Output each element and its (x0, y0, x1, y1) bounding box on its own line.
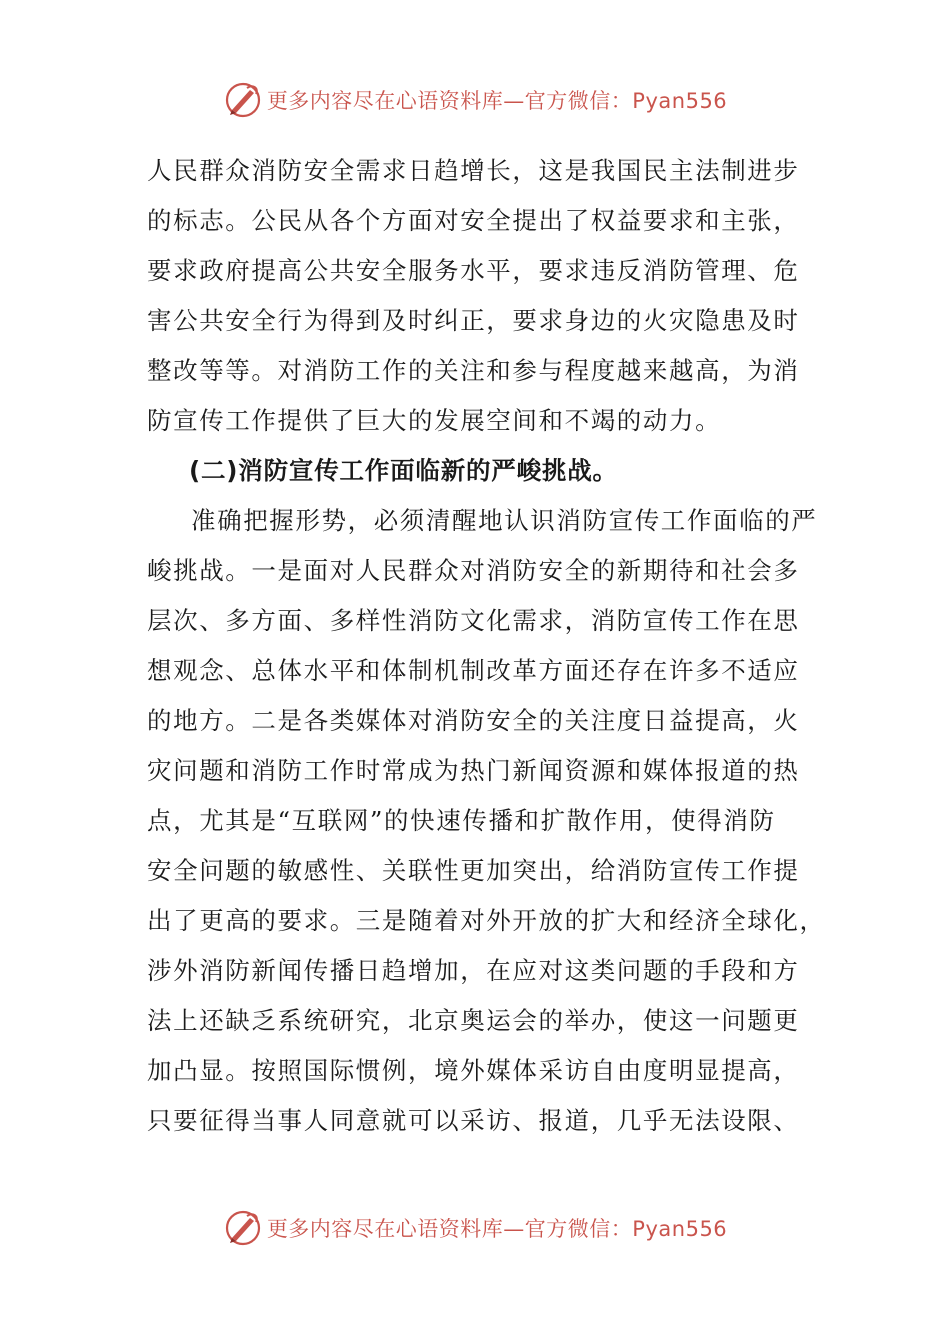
text-line: 层次、多方面、多样性消防文化需求，消防宣传工作在思 (147, 606, 800, 635)
pen-logo-icon (223, 80, 263, 120)
text-line: 想观念、总体水平和体制机制改革方面还存在许多不适应 (147, 656, 800, 685)
text-line: 害公共安全行为得到及时纠正，要求身边的火灾隐患及时 (147, 306, 800, 335)
text-line: 峻挑战。一是面对人民群众对消防安全的新期待和社会多 (147, 556, 800, 585)
text-line: 涉外消防新闻传播日趋增加，在应对这类问题的手段和方 (147, 956, 800, 985)
header-banner-text: 更多内容尽在心语资料库—官方微信：Pyan556 (266, 89, 728, 113)
document-body (147, 146, 826, 1146)
text-line: 人民群众消防安全需求日趋增长，这是我国民主法制进步 (147, 156, 800, 185)
text-line: 准确把握形势，必须清醒地认识消防宣传工作面临的严 (191, 506, 818, 535)
text-line: 灾问题和消防工作时常成为热门新闻资源和媒体报道的热 (147, 756, 800, 785)
text-line: 加凸显。按照国际惯例，境外媒体采访自由度明显提高， (147, 1056, 800, 1085)
text-line: 安全问题的敏感性、关联性更加突出，给消防宣传工作提 (147, 856, 800, 885)
text-line: 防宣传工作提供了巨大的发展空间和不竭的动力。 (147, 406, 722, 435)
pen-logo-icon (223, 1208, 263, 1248)
footer-banner-text: 更多内容尽在心语资料库—官方微信：Pyan556 (266, 1217, 728, 1241)
text-line: 要求政府提高公共安全服务水平，要求违反消防管理、危 (147, 256, 800, 285)
text-line: 出了更高的要求。三是随着对外开放的扩大和经济全球化， (147, 906, 826, 935)
text-line: 只要征得当事人同意就可以采访、报道，几乎无法设限、 (147, 1106, 800, 1135)
footer-banner (0, 1206, 950, 1250)
text-line: 的标志。公民从各个方面对安全提出了权益要求和主张， (147, 206, 800, 235)
text-line: 法上还缺乏系统研究，北京奥运会的举办，使这一问题更 (147, 1006, 800, 1035)
text-line: 的地方。二是各类媒体对消防安全的关注度日益提高，火 (147, 706, 800, 735)
text-line: 整改等等。对消防工作的关注和参与程度越来越高，为消 (147, 356, 800, 385)
text-line: 点，尤其是“互联网”的快速传播和扩散作用，使得消防 (147, 806, 776, 835)
section-heading: (二)消防宣传工作面临新的严峻挑战。 (189, 456, 618, 485)
header-banner (0, 78, 950, 122)
